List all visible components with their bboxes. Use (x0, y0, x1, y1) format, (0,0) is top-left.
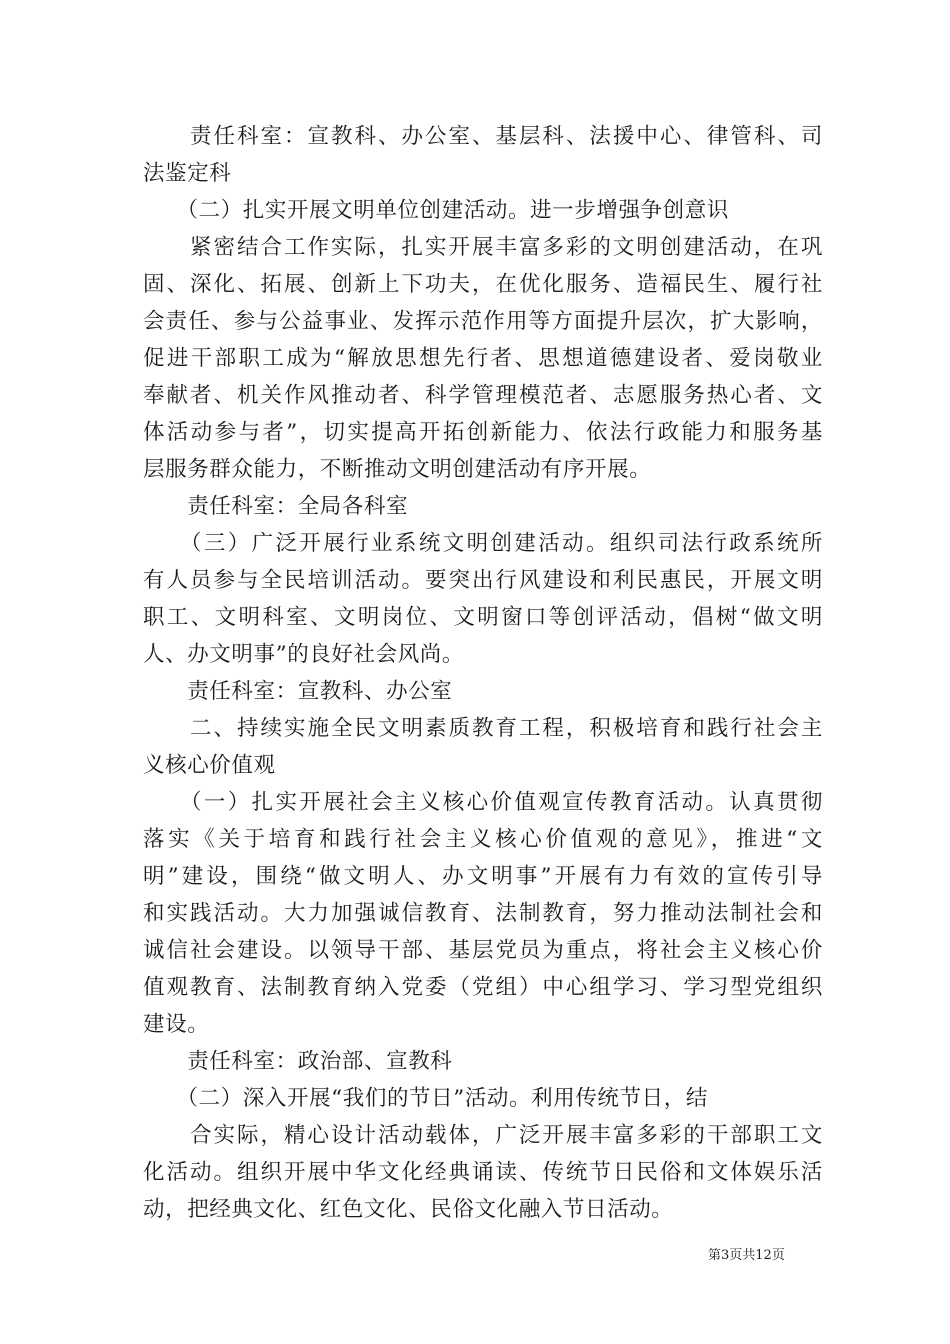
text-line: 责任科室：宣教科、办公室 (143, 679, 453, 704)
section-heading: （三）广泛开展行业系统文明创建活动。组织司法行政系统所 (143, 531, 823, 556)
text-line: 促进干部职工成为“解放思想先行者、思想道德建设者、爱岗敬业 (143, 346, 823, 371)
text-line: 法鉴定科 (143, 161, 232, 186)
text-line: 值观教育、法制教育纳入党委（党组）中心组学习、学习型党组织 (143, 975, 823, 1000)
text-line: 和实践活动。大力加强诚信教育、法制教育，努力推动法制社会和 (143, 901, 823, 926)
text-line: 紧密结合工作实际，扎实开展丰富多彩的文明创建活动，在巩 (143, 235, 823, 260)
section-heading: 二、持续实施全民文明素质教育工程，积极培育和践行社会主 (143, 716, 823, 741)
text-line: 落实《关于培育和践行社会主义核心价值观的意见》，推进“文 (143, 827, 823, 852)
text-line: 层服务群众能力，不断推动文明创建活动有序开展。 (143, 457, 652, 482)
section-heading: （二）深入开展“我们的节日”活动。利用传统节日，结 (143, 1086, 708, 1111)
text-line: 奉献者、机关作风推动者、科学管理模范者、志愿服务热心者、文 (143, 383, 823, 408)
section-heading: （一）扎实开展社会主义核心价值观宣传教育活动。认真贯彻 (143, 790, 823, 815)
section-heading: （二）扎实开展文明单位创建活动。进一步增强争创意识 (143, 198, 729, 223)
text-line: 有人员参与全民培训活动。要突出行风建设和利民惠民，开展文明 (143, 568, 823, 593)
text-line: 责任科室：宣教科、办公室、基层科、法援中心、律管科、司 (143, 124, 823, 149)
text-line: 固、深化、拓展、创新上下功夫，在优化服务、造福民生、履行社 (143, 272, 823, 297)
text-line: 义核心价值观 (143, 753, 276, 778)
text-line: 建设。 (143, 1012, 210, 1037)
text-line: 人、办文明事”的良好社会风尚。 (143, 642, 464, 667)
page-number: 第3页共12页 (708, 1248, 785, 1263)
text-line: 职工、文明科室、文明岗位、文明窗口等创评活动，倡树“做文明 (143, 605, 823, 630)
text-line: 明”建设，围绕“做文明人、办文明事”开展有力有效的宣传引导 (143, 864, 823, 889)
text-line: 动，把经典文化、红色文化、民俗文化融入节日活动。 (143, 1197, 674, 1222)
text-line: 责任科室：全局各科室 (143, 494, 409, 519)
text-line: 责任科室：政治部、宣教科 (143, 1049, 453, 1074)
text-line: 会责任、参与公益事业、发挥示范作用等方面提升层次，扩大影响， (143, 309, 823, 334)
text-line: 化活动。组织开展中华文化经典诵读、传统节日民俗和文体娱乐活 (143, 1160, 823, 1185)
text-line: 合实际，精心设计活动载体，广泛开展丰富多彩的干部职工文 (143, 1123, 823, 1148)
text-line: 诚信社会建设。以领导干部、基层党员为重点，将社会主义核心价 (143, 938, 823, 963)
text-line: 体活动参与者”，切实提高开拓创新能力、依法行政能力和服务基 (143, 420, 823, 445)
